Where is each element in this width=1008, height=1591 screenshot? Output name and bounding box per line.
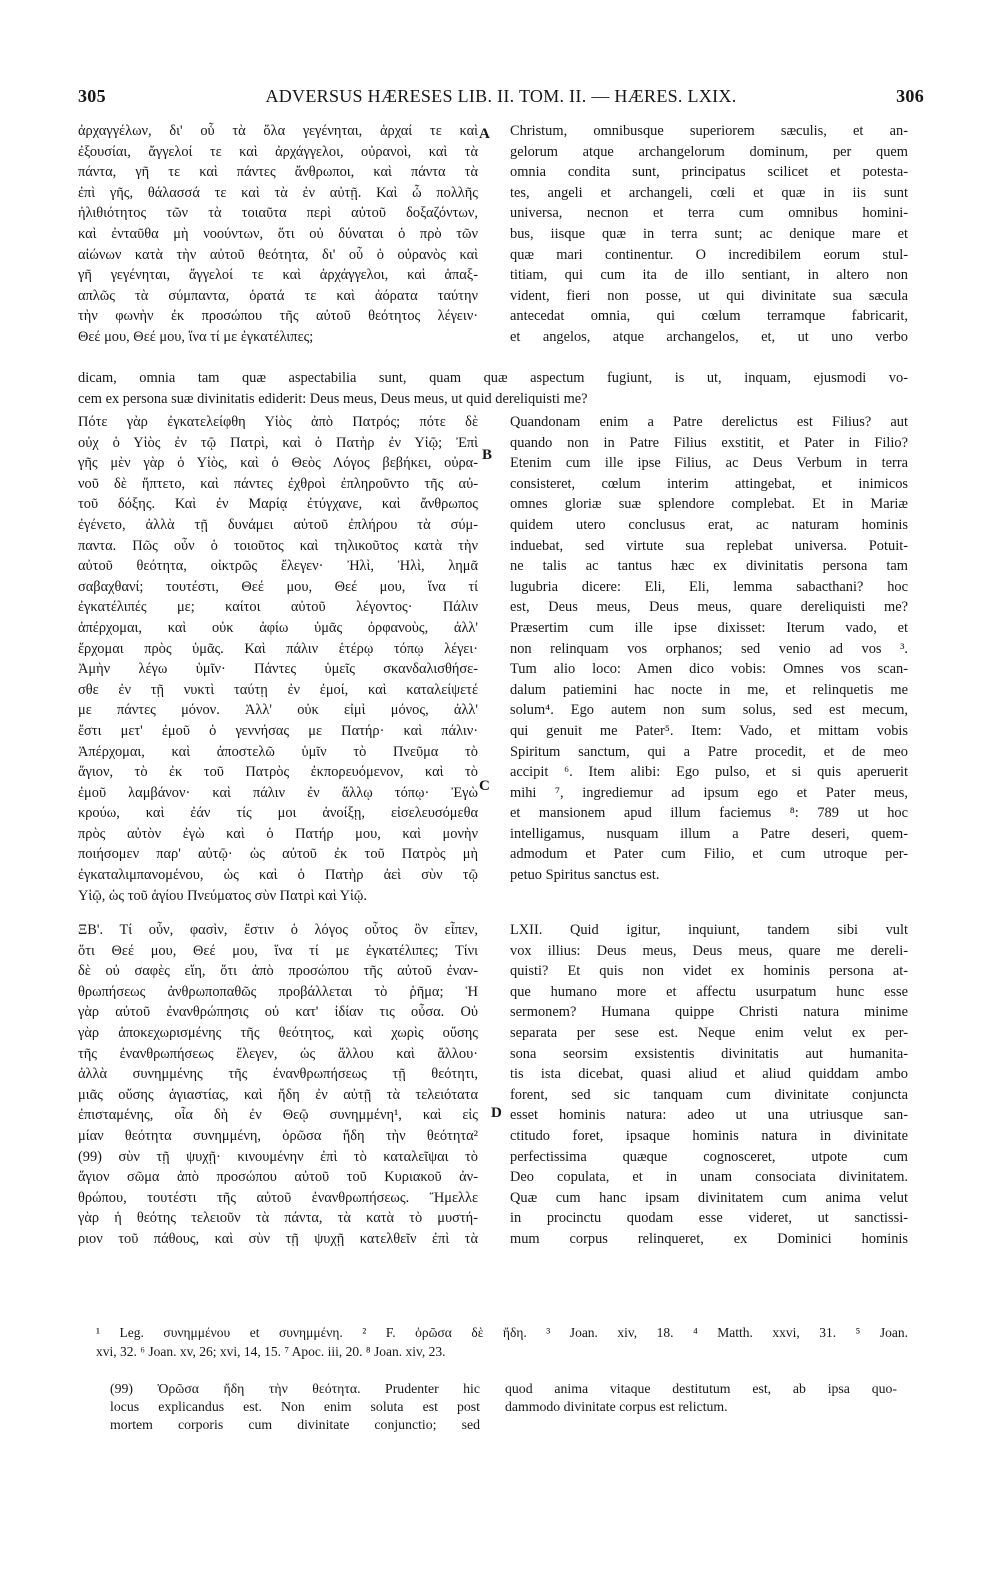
latin-text-line: tes, angeli et archangeli, cœli et quæ in iis sunt: [510, 184, 908, 201]
latin-text-line: Etenim cum ille ipse Filius, ac Deus Verbum in terra: [510, 455, 908, 472]
greek-text-line: ἐγκαταλιμπανομένου, ὡς καὶ ὁ Πατὴρ ἀεὶ σὺν τῷ: [78, 867, 478, 884]
latin-text-line: in procinctu quodam esse videret, ut sanctissi-: [510, 1210, 908, 1227]
annotation-line: mortem corporis cum divinitate conjunctio; sed: [110, 1417, 480, 1432]
greek-text-line: πρὸς αὐτὸν ἐγὼ καὶ ὁ Πατήρ μου, καὶ μονὴν: [78, 825, 478, 842]
latin-text-line: quando non in Patre Filius exstitit, et Pater in Filio?: [510, 434, 908, 451]
greek-text-line: γὰρ ἡ θεότης τελειοῦν τὰ πάντα, τὰ κατὰ τὸ μυστή-: [78, 1210, 478, 1227]
greek-text-line: ἠλιθιότητος τῶν τὰ τοιαῦτα περὶ αὐτοῦ δοξαζόντων,: [78, 205, 478, 222]
footnote-line: xvi, 32. ⁶ Joan. xv, 26; xvi, 14, 15. ⁷ Apoc. iii, 20. ⁸ Joan. xiv, 23.: [96, 1344, 446, 1359]
greek-column-low: [78, 920, 478, 1250]
greek-text-line: ριον τοῦ πάθους, καὶ σὺν τῇ ψυχῇ κατελθεῖν ἐπὶ τὰ: [78, 1230, 478, 1247]
latin-text-line: lugubria dicere: Eli, Eli, lemma sabacthani? hoc: [510, 578, 908, 595]
annotation-right: [505, 1380, 897, 1416]
footnotes: [96, 1323, 908, 1361]
latin-text-line: universa, necnon et terra cum omnibus homini-: [510, 205, 908, 222]
latin-text-line: qui genuit me Pater⁵. Item: Vado, et mittam vobis: [510, 722, 908, 739]
greek-text-line: τῆς ἐνανθρωπήσεως ἔλεγεν, ὡς ἄλλου καὶ ἄλλου·: [78, 1045, 478, 1062]
latin-text-line: Deo copulata, et in unam consociata divinitatem.: [510, 1169, 908, 1186]
latin-text-line: mihi ⁷, ingrediemur ad ipsum ego et Pater meus,: [510, 784, 908, 801]
greek-text-line: θρώπου, τουτέστι τῆς αὐτοῦ ἐνανθρωπήσεως. Ἤμελλε: [78, 1189, 478, 1206]
margin-letter-b: B: [482, 447, 493, 463]
greek-column-mid: [78, 412, 478, 906]
latin-text-line: que humano more et affectu usurpatum hunc esse: [510, 983, 908, 1000]
greek-text-line: σαβαχθανί; τουτέστι, Θεέ μου, Θεέ μου, ἵνα τί: [78, 578, 478, 595]
greek-text-line: ἔρχομαι πρὸς ὑμᾶς. Καὶ πάλιν ἑτέρῳ τόπῳ λέγει·: [78, 640, 478, 657]
greek-text-line: ἐγένετο, ἀλλὰ τῇ δυνάμει αὐτοῦ ἐπλήρου τὰ σύμ-: [78, 516, 478, 533]
running-title: ADVERSUS HÆRESES LIB. II. TOM. II. — HÆRES. LXIX.: [265, 86, 737, 106]
greek-text-line: ἐμοῦ λαμβάνον· καὶ πάλιν ἐν ἄλλῳ τόπῳ· Ἐγὼ: [78, 784, 478, 801]
annotation-line: quod anima vitaque destitutum est, ab ipsa quo-: [505, 1381, 897, 1396]
latin-text-line: Quæ cum hanc ipsam divinitatem cum anima velut: [510, 1189, 908, 1206]
greek-text-line: γὰρ ἀποκεχωρισμένης τῆς θεότητος, καὶ χωρὶς οὔσης: [78, 1024, 478, 1041]
margin-letter-a: A: [479, 126, 490, 142]
greek-text-line: ἐγκατέλιπές με; καίτοι αὐτοῦ λέγοντος· Πάλιν: [78, 599, 478, 616]
latin-text-line: omnes gloriæ suæ splendore complebat. Et in Mariæ: [510, 496, 908, 513]
latin-text-line: induebat, sed virtute sua replebat universa. Potuit-: [510, 537, 908, 554]
greek-text-line: ΞΒ'. Τί οὖν, φασὶν, ἔστιν ὁ λόγος οὗτος ὃν εἶπεν,: [78, 922, 478, 938]
latin-text-line: Tum alio loco: Amen dico vobis: Omnes vos scan-: [510, 661, 908, 678]
greek-text-line: Θεέ μου, Θεέ μου, ἵνα τί με ἐγκατέλιπες;: [78, 328, 314, 345]
latin-text-line: omnia condita sunt, principatus scilicet et potesta-: [510, 164, 908, 181]
greek-text-line: παντα. Πῶς οὖν ὁ τοιοῦτος καὶ τηλικοῦτος κατὰ τὴν: [78, 537, 478, 554]
latin-text-line: admodum et Pater cum Filio, et cum utroque per-: [510, 846, 908, 863]
latin-text-line: vox illius: Deus meus, Deus meus, quare me dereli-: [510, 942, 908, 959]
annotation-line: locus explicandus est. Non enim soluta est post: [110, 1399, 480, 1414]
latin-text-line: dalum patiemini hac nocte in me, et relinquetis me: [510, 681, 908, 698]
greek-text-line: γὰρ αὐτοῦ ἐνανθρώπησις οὐ κατ' ἰδίαν τις οὖσα. Οὐ: [78, 1004, 478, 1021]
annotation-left: [110, 1380, 480, 1434]
latin-text-line: petuo Spiritus sanctus est.: [510, 867, 660, 884]
full-width-text: [78, 368, 908, 409]
latin-column-low: [510, 920, 908, 1250]
full-width-line: cem ex persona suæ divinitatis ediderit: Deus meus, Deus meus, ut quid dereliquisti me?: [78, 390, 588, 407]
page-number-right: 306: [896, 86, 924, 106]
latin-text-line: ctitudo foret, ipsaque hominis natura in divinitate: [510, 1127, 908, 1144]
greek-text-line: Πότε γὰρ ἐγκατελείφθη Υἱὸς ἀπὸ Πατρός; πότε δὲ: [78, 414, 478, 430]
page-number-left: 305: [78, 86, 106, 106]
greek-text-line: πάντα, γῆ τε καὶ πάντες ἄνθρωποι, καὶ πάντα τὰ: [78, 164, 478, 181]
annotation-line: (99) Ὁρῶσα ἤδη τὴν θεότητα. Prudenter hic: [110, 1381, 480, 1396]
greek-text-line: ἐπὶ γῆς, θάλασσά τε καὶ τὰ ἐν αὐτῇ. Καὶ ὦ πολλῆς: [78, 184, 478, 201]
greek-text-line: αἰώνων κατὰ τὴν αὐτοῦ θεότητα, δι' οὗ ὁ οὐρανὸς καὶ: [78, 246, 478, 263]
latin-text-line: tis ista dicebat, quasi aliud et aliud quiddam ambo: [510, 1066, 908, 1083]
latin-text-line: vident, fieri non posse, ut qui divinitate sua sæcula: [510, 287, 908, 304]
greek-text-line: μίαν θεότητα συνημμένη, ὁρῶσα ἤδη τὴν θεότητα²: [78, 1127, 478, 1144]
greek-text-line: ἀπέρχομαι, καὶ οὐκ ἀφίω ὑμᾶς ὀρφανοὺς, ἀλλ': [78, 619, 478, 636]
greek-text-line: θρωπήσεως ἀνθρωποπαθῶς προβάλλεται τὸ ῥῆμα; Ἡ: [78, 983, 478, 1000]
greek-text-line: δὲ οὐ σαφὲς εἴη, ὅτι ἀπὸ προσώπου τῆς αὐτοῦ ἐναν-: [78, 963, 478, 980]
greek-text-line: γῆ γεγένηται, ἄγγελοί τε καὶ ἀρχάγγελοι, καὶ ἁπαξ-: [78, 267, 478, 284]
greek-text-line: ἅγιον, τὸ ἐκ τοῦ Πατρὸς ἐκπορευόμενον, καὶ τὸ: [78, 764, 478, 781]
annotation-line: dammodo divinitate corpus est relictum.: [505, 1399, 728, 1414]
latin-text-line: perfectissima quæque cognosceret, utpote cum: [510, 1148, 908, 1165]
latin-text-line: ne talis ac tantus hæc ex divinitatis persona tam: [510, 558, 908, 575]
latin-text-line: esset hominis natura: adeo ut una utriusque san-: [510, 1107, 908, 1124]
greek-text-line: ἐξουσίαι, ἄγγελοί τε καὶ ἀρχάγγελοι, οὐρανοὶ, καὶ τὰ: [78, 143, 478, 160]
full-width-line: dicam, omnia tam quæ aspectabilia sunt, quam quæ aspectum fugiunt, is ut, inquam, ejusmodi vo-: [78, 370, 908, 386]
greek-text-line: ὅτι Θεέ μου, Θεέ μου, ἵνα τί με ἐγκατέλιπες; Τίνι: [78, 942, 478, 959]
greek-text-line: τοῦ δόξης. Καὶ ἐν Μαρίᾳ ἐτύγχανε, καὶ ἄνθρωπος: [78, 496, 478, 513]
latin-text-line: sermonem? Humana quippe Christi natura minime: [510, 1004, 908, 1021]
latin-text-line: solum⁴. Ego autem non sum solus, sed est mecum,: [510, 702, 908, 719]
greek-column-top: [78, 121, 478, 348]
latin-text-line: bus, iisque quæ in terra sunt; ac denique mare et: [510, 225, 908, 242]
latin-text-line: Præsertim cum ille ipse dixisset: Iterum vado, et: [510, 619, 908, 636]
latin-text-line: et angelos, atque archangelos, et, ut uno verbo: [510, 328, 908, 345]
running-header: [78, 86, 924, 110]
greek-text-line: ἀρχαγγέλων, δι' οὗ τὰ ὅλα γεγένηται, ἀρχαί τε καὶ: [78, 123, 478, 139]
greek-text-line: αὐτοῦ θεότητα, οἰκτρῶς ἔλεγεν· Ἠλὶ, Ἠλὶ, λημᾶ: [78, 558, 478, 575]
latin-text-line: mum corpus relinqueret, ex Dominici hominis: [510, 1230, 908, 1247]
greek-text-line: ἀλλὰ συνημμένης τῆς ἐνανθρωπήσεως τῇ θεότητι,: [78, 1066, 478, 1083]
greek-text-line: (99) σὺν τῇ ψυχῇ· κινουμένην ἐπὶ τὸ καταλεῖψαι τὸ: [78, 1148, 478, 1165]
latin-text-line: intelligamus, nusquam illum a Patre deseri, quem-: [510, 825, 908, 842]
greek-text-line: ἔστι μετ' ἐμοῦ ὁ γεννήσας με Πατήρ· καὶ πάλιν·: [78, 722, 478, 739]
greek-text-line: Ἀμὴν λέγω ὑμῖν· Πάντες ὑμεῖς σκανδαλισθήσε-: [78, 661, 478, 678]
latin-text-line: Spiritum sanctum, qui a Patre procedit, et de meo: [510, 743, 908, 760]
greek-text-line: ἐπισταμένης, οἷα δὴ ἐν Θεῷ συνημμένη¹, καὶ εἰς: [78, 1107, 478, 1124]
greek-text-line: τὴν φωνὴν ἐκ προσώπου τῆς αὐτοῦ θεότητος λέγειν·: [78, 308, 478, 325]
greek-text-line: ποιήσομεν παρ' αὐτῷ· ὡς αὐτοῦ ἐκ τοῦ Πατρὸς μὴ: [78, 846, 478, 863]
greek-text-line: ἅγιον σῶμα ἀπὸ προσώπου αὐτοῦ τοῦ Κυριακοῦ ἀν-: [78, 1169, 478, 1186]
greek-text-line: οὐχ ὁ Υἱὸς ἐν τῷ Πατρὶ, καὶ ὁ Πατὴρ ἐν Υἱῷ; Ἐπὶ: [78, 434, 478, 451]
greek-text-line: σθε ἐν τῇ νυκτὶ ταύτῃ ἐν ἐμοί, καὶ καταλείψετέ: [78, 681, 478, 698]
margin-letter-c: C: [479, 778, 490, 794]
greek-text-line: κρούω, καὶ ἐάν τίς μοι ἀνοίξῃ, εἰσελευσόμεθα: [78, 805, 478, 822]
greek-text-line: Ἀπέρχομαι, καὶ ἀποστελῶ ὑμῖν τὸ Πνεῦμα τὸ: [78, 743, 478, 760]
latin-text-line: consisteret, cœlum interim attingebat, et inimicos: [510, 475, 908, 492]
margin-letter-d: D: [491, 1105, 502, 1121]
latin-text-line: est, Deus meus, Deus meus, quare dereliquisti me?: [510, 599, 908, 616]
latin-text-line: titiam, qui cum ita de illo sentiant, in altero non: [510, 267, 908, 284]
latin-text-line: LXII. Quid igitur, inquiunt, tandem sibi vult: [510, 922, 908, 938]
latin-text-line: Christum, omnibusque superiorem sæculis, et an-: [510, 123, 908, 139]
latin-text-line: quidem utero conclusus erat, ac naturam hominis: [510, 516, 908, 533]
latin-text-line: sona seorsim exsistentis divinitatis aut humanita-: [510, 1045, 908, 1062]
greek-text-line: Υἱῷ, ὡς τοῦ ἁγίου Πνεύματος σὺν Πατρὶ καὶ Υἱῷ.: [78, 887, 367, 904]
greek-text-line: με πάντες μόνον. Ἀλλ' οὐκ εἰμὶ μόνος, ἀλλ': [78, 702, 478, 719]
latin-column-top: [510, 121, 908, 348]
latin-text-line: forent, sed sic tanquam cum divinitate conjuncta: [510, 1086, 908, 1103]
latin-text-line: accipit ⁶. Item alibi: Ego pulso, et si quis aperuerit: [510, 764, 908, 781]
latin-text-line: quisti? Et quis non videt ex hominis persona at-: [510, 963, 908, 980]
latin-text-line: separata per sese est. Neque enim velut ex per-: [510, 1024, 908, 1041]
latin-text-line: quæ mari continentur. O incredibilem eorum stul-: [510, 246, 908, 263]
footnote-line: ¹ Leg. συνημμένου et συνημμένη. ² F. ὁρῶσα δὲ ἤδη. ³ Joan. xiv, 18. ⁴ Matth. xxvi, 31. ⁵ Joan.: [96, 1325, 908, 1340]
greek-text-line: νοῦ δὲ ἥπτετο, καὶ πάντες ἐχθροὶ ἐπληροῦντο τῆς αὐ-: [78, 475, 478, 492]
greek-text-line: καὶ ἐνταῦθα μὴ νοούντων, ὅτι οὐ δύναται ὁ πρὸ τῶν: [78, 225, 478, 242]
greek-text-line: γῆς μὲν γὰρ ὁ Υἱὸς, καὶ ὁ Θεὸς Λόγος βεβήκει, οὐρα-: [78, 455, 478, 472]
greek-text-line: απλῶς τὰ σύμπαντα, ὁρατά τε καὶ ἀόρατα ταύτην: [78, 287, 478, 304]
latin-text-line: et mansionem apud illum faciemus ⁸: 789 ut hoc: [510, 805, 908, 822]
latin-text-line: Quandonam enim a Patre derelictus est Filius? aut: [510, 414, 908, 430]
latin-text-line: gelorum atque archangelorum dominum, per quem: [510, 143, 908, 160]
latin-text-line: non relinquam vos orphanos; sed venio ad vos ³.: [510, 640, 908, 657]
latin-text-line: antecedat omnia, qui cœlum terramque fabricarit,: [510, 308, 908, 325]
greek-text-line: μιᾶς οὔσης ἁγιαστίας, καὶ ἤδη ἐν αὐτῇ τὰ τελειότατα: [78, 1086, 478, 1103]
latin-column-mid: [510, 412, 908, 886]
